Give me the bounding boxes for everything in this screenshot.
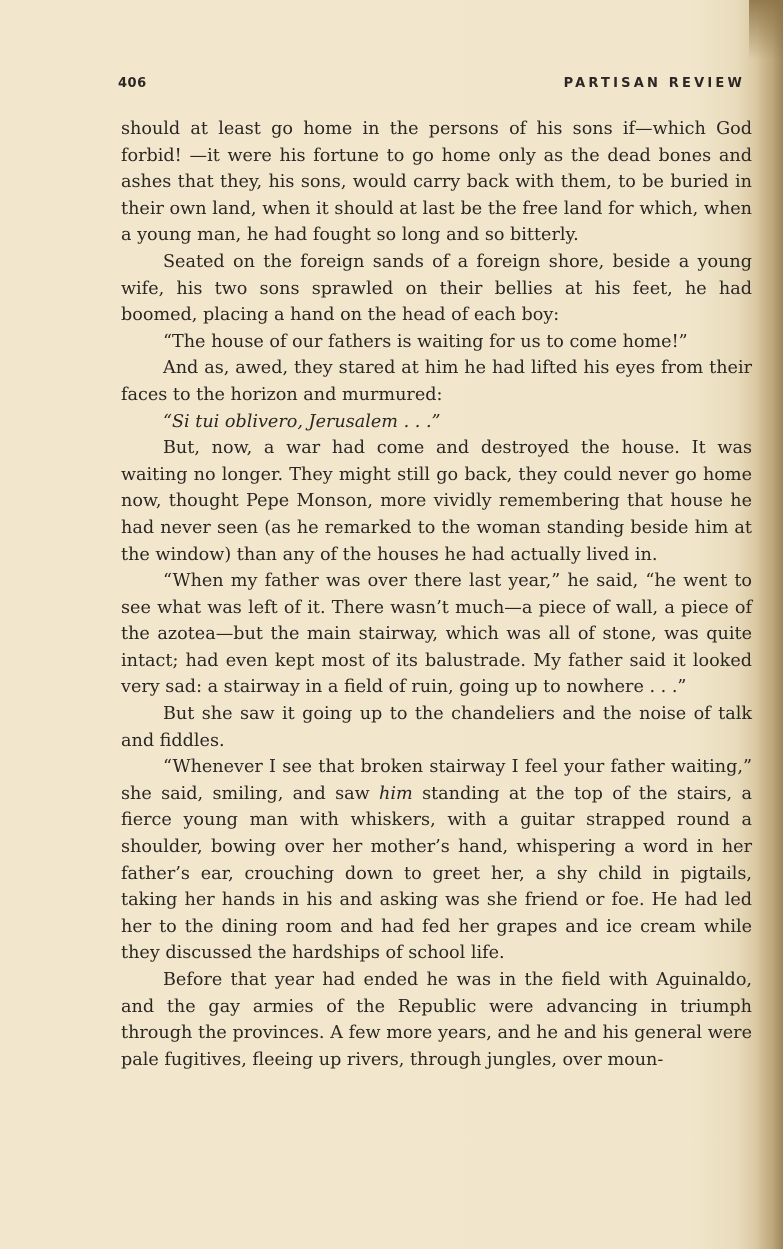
body-text: [121, 116, 752, 1073]
page-binding-shadow: [757, 0, 783, 1249]
dialogue-paragraph: [121, 754, 752, 967]
latin-quote-paragraph: [121, 409, 752, 436]
emphasis-him: him: [379, 783, 413, 804]
page-corner-shadow: [749, 0, 783, 60]
paragraph: But, now, a war had come and destroyed the house. It was waiting no longer. They might still go back, they could never go home now, thought Pepe Monson, more vividly remembering that house he had never seen (as he remarked to the woman standing beside him at the window) than any of the houses he had actually lived in.: [121, 438, 752, 565]
paragraph: And as, awed, they stared at him he had lifted his eyes from their faces to the horizon and murmured:: [121, 358, 752, 405]
dialogue-paragraph: “The house of our fathers is waiting for us to come home!”: [163, 331, 688, 352]
paragraph-continuation: should at least go home in the persons of his sons if—which God forbid! —it were his fortune to go home only as the dead bones and ashes that they, his sons, would carry back with them, to be buried in their own land, when it should at last be the free land for which, when a young man, he had fought so long and so bitterly.: [121, 119, 752, 246]
page-number: 406: [118, 76, 147, 91]
dialogue-paragraph: “When my father was over there last year,” he said, “he went to see what was left of it. There wasn’t much—a piece of wall, a piece of the azotea—but the main stairway, which was all of stone, was quite intact; had even kept most of its balustrade. My father said it looked very sad: a stairway in a field of ruin, going up to nowhere . . .”: [121, 571, 752, 698]
paragraph: But she saw it going up to the chandeliers and the noise of talk and fiddles.: [121, 704, 752, 751]
running-head: [118, 76, 745, 98]
paragraph-last: Before that year had ended he was in the field with Aguinaldo, and the gay armies of the Republic were advancing in triumph through the provinces. A few more years, and he and his general were pale fugitives, fleeing up rivers, through jungles, over moun-: [121, 970, 752, 1070]
journal-title: PARTISAN REVIEW: [563, 76, 745, 91]
paragraph-text-before: “Whenever I see that broken stairway I feel your father waiting,” she said, smiling, and saw: [121, 757, 752, 804]
paragraph: Seated on the foreign sands of a foreign shore, beside a young wife, his two sons sprawled on their bellies at his feet, he had boomed, placing a hand on the head of each boy:: [121, 251, 752, 326]
latin-quote: “Si tui oblivero, Jerusalem . . .”: [163, 411, 441, 432]
paragraph-text-after: standing at the top of the stairs, a fierce young man with whiskers, with a guitar strapped round a shoulder, bowing over her mother’s hand, whispering a word in her father’s ear, crouching down to greet her, a shy child in pigtails, taking her hands in his and asking was she friend or foe. He had led her to the dining room and had fed her grapes and ice cream while they discussed the hardships of school life.: [121, 783, 752, 964]
